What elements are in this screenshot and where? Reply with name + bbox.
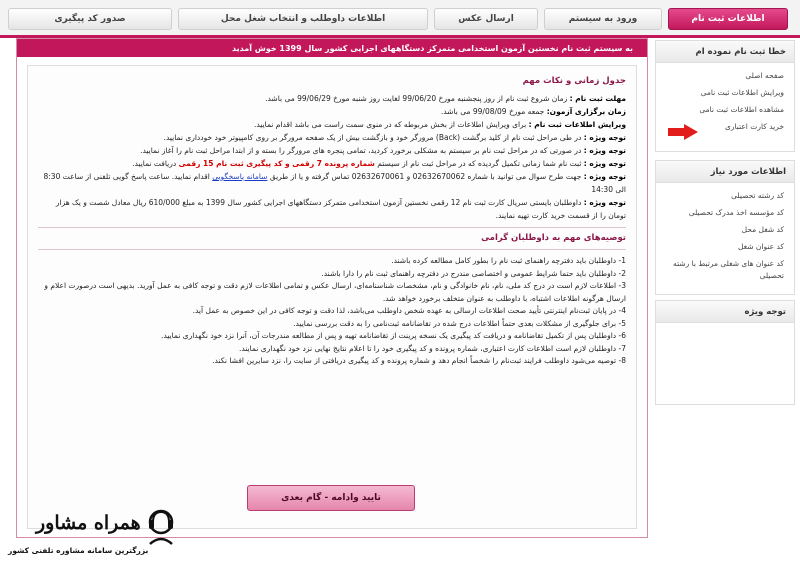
tab-tracking-code[interactable]: صدور کد پیگیری — [8, 8, 172, 30]
welcome-banner: به سیستم ثبت نام نخستین آزمون استخدامی متمرکز دستگاههای اجرایی کشور سال 1399 خوش آمدید — [17, 39, 647, 57]
brand-logo — [8, 508, 178, 562]
support-link[interactable]: سامانه پاسخگویی — [212, 172, 268, 181]
sidebar-item-related-jobs-code[interactable]: کد عنوان های شغلی مرتبط با رشته تحصیلی — [673, 259, 784, 280]
schedule-line: توجه ویژه : ثبت نام شما زمانی تکمیل گردیده که در مراحل ثبت نام از سیستم شماره پرونده 7 رقمی و کد پیگیری ثبت نام 15 رقمی دریافت نمایید. — [132, 159, 626, 168]
sidebar-required-title: اطلاعات مورد نیاز — [656, 161, 794, 183]
sidebar-item-view-info[interactable]: مشاهده اطلاعات ثبت نامی — [699, 105, 784, 114]
sidebar-notice-panel — [655, 300, 795, 405]
logo-title: همراه مشاور — [36, 512, 141, 534]
main-panel — [16, 38, 648, 538]
tab-send-photo[interactable]: ارسال عکس — [434, 8, 538, 30]
sidebar-item-institute-code[interactable]: کد مؤسسه اخذ مدرک تحصیلی — [688, 208, 784, 217]
divider — [38, 227, 626, 228]
schedule-line: زمان برگزاری آزمون: جمعه مورخ 99/08/09 می باشد. — [440, 107, 626, 116]
schedule-line: ویرایش اطلاعات ثبت نام : برای ویرایش اطلاعات از بخش مربوطه که در منوی سمت راست می باشد اقدام نمایید. — [253, 120, 626, 129]
sidebar-item-buy-card[interactable]: خرید کارت اعتباری — [725, 122, 784, 131]
schedule-line: توجه ویژه : در طی مراحل ثبت نام از کلید برگشت (Back) مرورگر خود و بازگشت بیش از یک صفحه مرورگر بر روی کامپیوتر خود خودداری نمایید. — [163, 133, 626, 142]
rule-item: 3- اطلاعات لازم است در درج کد ملی، نام، نام خانوادگی و نام، مشخصات شناسنامه‌ای، ارسال عکس و تمامی اطلاعات لازم دقت و توجه کافی به عمل آورید. بدیهی است درصورت اعلام و ارسال هرگونه اطلاعات اشتباه، با داوطلب به عنوان متخلف برخورد خواهد شد. — [44, 281, 626, 303]
schedule-line: توجه ویژه : جهت طرح سوال می توانید با شماره 02632670062 و 02632670061 تماس گرفته و یا از طریق سامانه پاسخگویی اقدام نمایید. ساعت پاسخ گویی تلفنی از ساعت 8:30 الی 14:30 — [43, 172, 626, 194]
telephone-consultant-icon — [144, 508, 178, 546]
sidebar-item-job-title-code[interactable]: کد عنوان شغل — [737, 242, 784, 251]
sidebar-item-home[interactable]: صفحه اصلی — [745, 71, 784, 80]
rule-item: 6- داوطلبان پس از تکمیل تقاضانامه و دریافت کد پیگیری یک نسخه پرینت از تقاضانامه تهیه و پس از مطالعه مندرجات آن، آنرا نزد خود نگهداری نمایید. — [160, 331, 626, 340]
sidebar-item-job-location-code[interactable]: کد شغل محل — [741, 225, 784, 234]
schedule-title: جدول زمانی و نکات مهم — [522, 76, 626, 86]
sidebar-item-major-code[interactable]: کد رشته تحصیلی — [731, 191, 784, 200]
rules-title: توصیه‌های مهم به داوطلبان گرامی — [481, 233, 626, 243]
rule-item: 1- داوطلبان باید دفترچه راهنمای ثبت نام را بطور کامل مطالعه کرده باشند. — [391, 256, 626, 265]
schedule-line: مهلت ثبت نام : زمان شروع ثبت نام از روز پنجشنبه مورخ 99/06/20 لغایت روز شنبه مورخ 99/06/29 می باشد. — [265, 94, 626, 103]
schedule-line: توجه ویژه : در صورتی که در مراحل ثبت نام بر سیستم به مشکلی برخورد کردید، تمامی پنجره های مرورگر را بسته و از ابتدا مراحل ثبت نام را آغاز نمایید. — [140, 146, 626, 155]
tab-registration-info[interactable]: اطلاعات ثبت نام — [668, 8, 788, 30]
logo-subtitle: بزرگترین سامانه مشاوره تلفنی کشور — [8, 546, 149, 555]
tab-applicant-info[interactable]: اطلاعات داوطلب و انتخاب شغل محل — [178, 8, 428, 30]
rule-item: 5- برای جلوگیری از مشکلات بعدی حتماً اطلاعات درج شده در تقاضانامه ثبت‌نامی را به دقت بررسی نمایید. — [293, 318, 626, 328]
schedule-line: توجه ویژه : داوطلبان بایستی سریال کارت ثبت نام 12 رقمی نخستین آزمون استخدامی متمرکز دستگاههای اجرایی کشور سال 1399 به مبلغ 610/000 ریال معادل شصت و یک هزار تومان را از قسمت خرید کارت تهیه نمایند. — [55, 198, 626, 220]
divider — [38, 249, 626, 250]
rule-item: 4- در پایان ثبت‌نام اینترنتی تأیید صحت اطلاعات ارسالی به عهده شخص داوطلب می‌باشد، لذا دقت و توجه کافی در این خصوص به عمل آید. — [192, 306, 626, 315]
rule-item: 8- توصیه می‌شود داوطلب فرایند ثبت‌نام را شخصاً انجام دهد و شماره پرونده و کد پیگیری دریافتی از سایت را، نزد سایرین افشا نکند. — [212, 356, 626, 365]
tab-login[interactable]: ورود به سیستم — [544, 8, 662, 30]
sidebar-notice-title: توجه ویژه — [656, 301, 794, 323]
sidebar-required-panel — [655, 160, 795, 295]
content-box — [27, 65, 637, 529]
rule-item: 7- داوطلبان لازم است اطلاعات کارت اعتباری، شماره پرونده و کد پیگیری خود را تا اعلام نتایج نهایی نزد خود نگهداری نمایند. — [238, 343, 626, 353]
sidebar-item-edit-info[interactable]: ویرایش اطلاعات ثبت نامی — [700, 88, 784, 97]
top-tab-bar — [0, 0, 800, 38]
confirm-next-button[interactable]: تایید وادامه - گام بعدی — [247, 485, 415, 511]
sidebar-registered-title: خطا ثبت نام نموده ام — [656, 41, 794, 63]
rule-item: 2- داوطلبان باید حتما شرایط عمومی و اختصاصی مندرج در دفترچه راهنمای ثبت نام را دارا باشند. — [321, 268, 626, 278]
red-arrow-icon — [668, 124, 698, 140]
